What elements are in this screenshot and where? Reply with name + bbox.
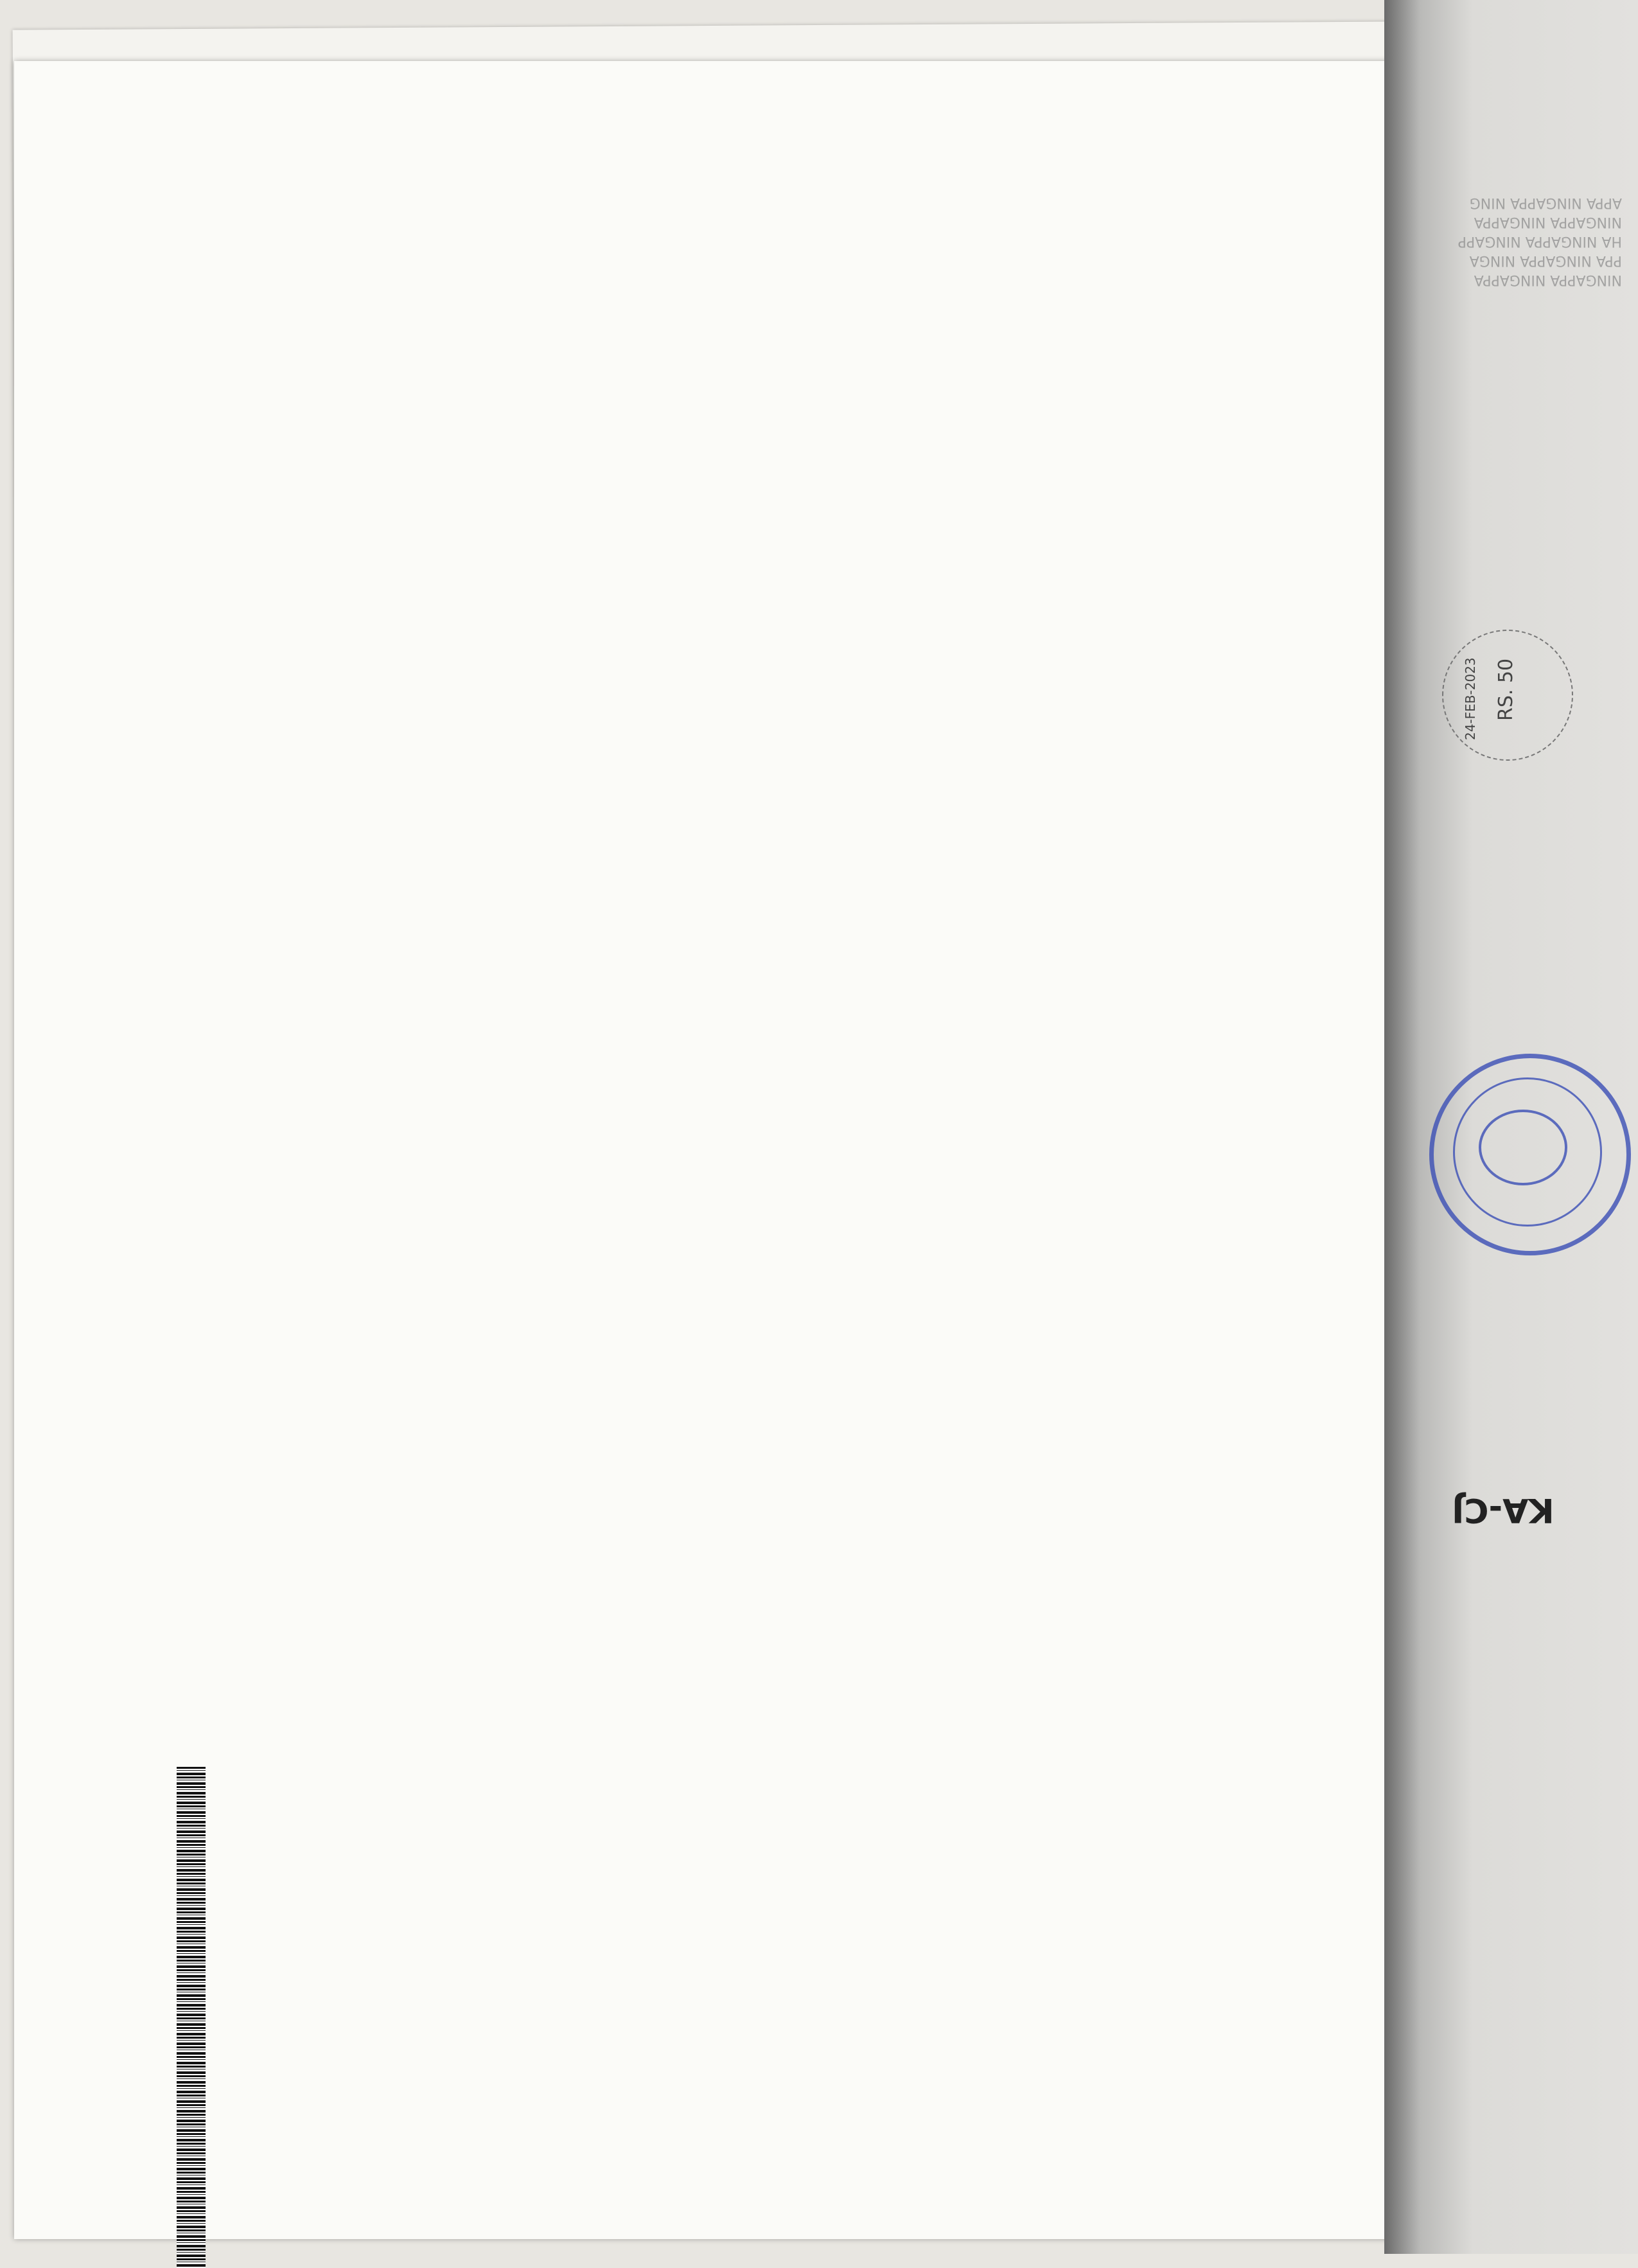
back-side-text: NINGAPPA NINGAPPA PPA NINGAPPA NINGA HA NINGAPPA NINGAPP NINGAPPA NINGAPPA APPA NINGAPPA NING [1457, 195, 1622, 288]
stamp-paper-seal [1442, 630, 1573, 761]
barcode [177, 1767, 206, 2268]
stamp-date: 24-FEB-2023 [1463, 657, 1478, 740]
stamp-fee: RS. 50 [1495, 658, 1517, 721]
side-text: KA-CJ [1452, 1491, 1554, 1529]
official-seal [1429, 1054, 1631, 1255]
turtle-emblem-icon [1479, 1110, 1567, 1185]
rtc-sheet [14, 61, 1408, 2239]
